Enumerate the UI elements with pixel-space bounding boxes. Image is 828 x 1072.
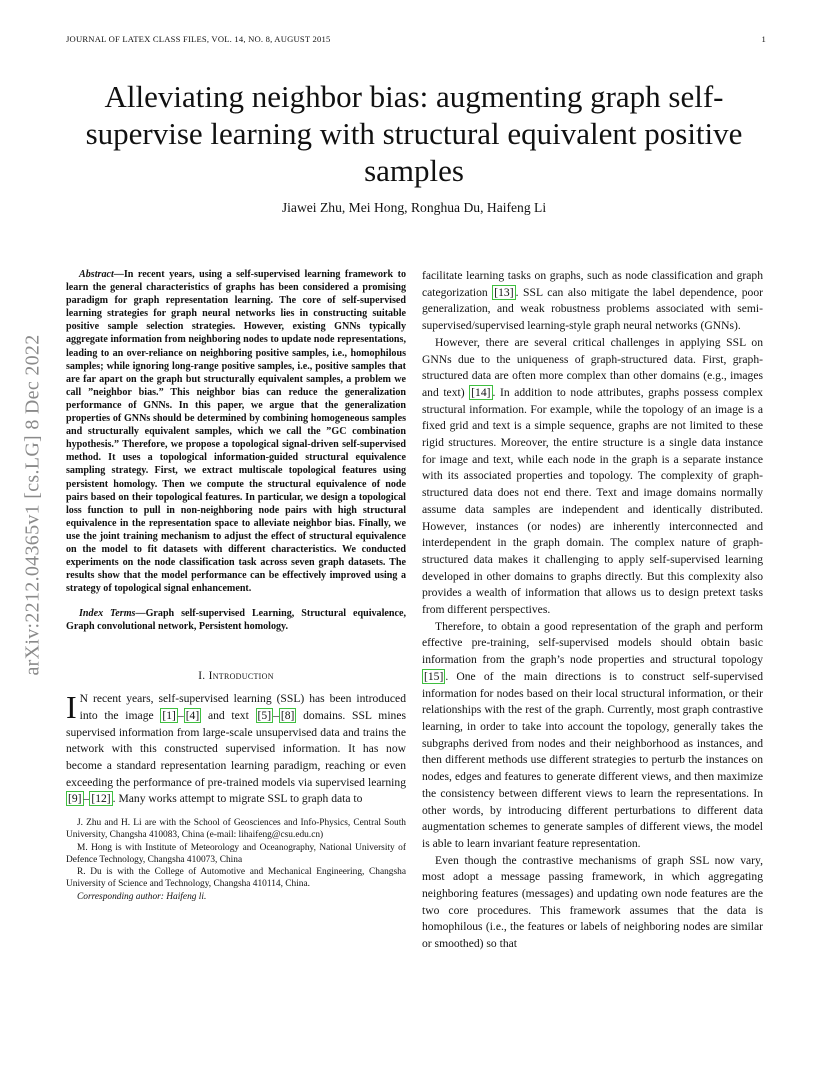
arxiv-stamp [22,290,44,720]
body-text: facilitate learning tasks on graphs, such as node classification and graph categorization [422,269,763,299]
drop-cap: I [66,689,77,726]
range-dash: – [177,708,184,722]
range-dash: – [83,792,90,806]
range-dash: – [273,708,279,722]
citation-link[interactable]: [8] [280,708,295,722]
index-terms [66,607,406,633]
citation-link[interactable]: [1] [162,708,176,722]
right-column [422,268,763,953]
section-title: Introduction [208,669,274,682]
footnote-corresponding: Corresponding author: Haifeng li. [77,891,207,902]
citation-link[interactable]: [12] [91,792,111,806]
citation-link[interactable]: [13] [494,285,514,299]
intro-text: N recent years, self-supervised learning (SSL) has been introduced into the image [79,692,406,722]
author-list: Jiawei Zhu, Mei Hong, Ronghua Du, Haifeng Li [281,200,547,215]
intro-text: and text [201,708,256,722]
body-paragraph [422,619,763,853]
intro-text: domains. SSL mines supervised information from large-scale unsupervised data and trains the network with this constructed supervised information. It has now become a standard representation learning paradigm, reaching or even exceeding the performance of pre-trained models via supervised learning [66,708,406,789]
body-paragraph [422,268,763,335]
arxiv-id: arXiv:2212.04365v1 [cs.LG] 8 Dec 2022 [21,334,44,676]
left-column [66,268,406,905]
footnote-affiliation: J. Zhu and H. Li are with the School of Geosciences and Info-Physics, Central South University, Changsha 410083, China (e-mail: lihaifeng@csu.edu.cn) [66,818,406,840]
citation-link[interactable]: [5] [257,708,272,722]
index-terms-text: —Graph self-supervised Learning, Structural equivalence, Graph convolutional network, Persistent homology. [66,608,406,633]
citation-link[interactable]: [9] [68,792,82,806]
body-text: . In addition to node attributes, graphs possess complex structural information. For example, while the topology of an image is a fixed grid and text is a simple sequence, graphs are not limited to these rigid structures. Moreover, the entire structure is a single data instance for image and text, while each node in the graph is a separate instance with its associated properties and topology. The complexity of graph-structured data does not end there. Text and image domains normally assume data samples are independent and identically distributed. However, instances (or nodes) are inherently interconnected and interdependent in the graph domain. The complex nature of graph-structured data makes it challenging to apply self-supervised learning developed in other domains to graphs directly. But this complexity also provides a wealth of information that allows us to design pretext tasks from different perspectives. [422,385,763,617]
intro-text: . Many works attempt to migrate SSL to graph data to [112,792,363,806]
page-number: 1 [761,34,766,44]
abstract-label: Abstract [79,269,114,280]
section-heading [66,668,406,685]
paper-title: Alleviating neighbor bias: augmenting graph self-supervise learning with structural equivalent positive samples [85,79,743,188]
body-text: . SSL can also mitigate the label dependence, poor generalization, and weak robustness problems associated with semi-supervised/supervised learning-style graph neural networks (GNNs). [422,285,763,333]
footnotes [66,818,406,904]
body-text: Therefore, to obtain a good representation of the graph and perform effective pre-training, self-supervised models should obtain basic information from the graph’s node properties and structural topology [422,619,763,667]
citation-link[interactable]: [14] [471,385,491,399]
running-title: JOURNAL OF LATEX CLASS FILES, VOL. 14, NO. 8, AUGUST 2015 [66,34,331,44]
running-header [66,34,766,44]
citation-link[interactable]: [15] [424,669,444,683]
footnote-affiliation: R. Du is with the College of Automotive and Mechanical Engineering, Changsha University of Science and Technology, Changsha 410114, China. [66,867,406,890]
body-paragraph [422,335,763,619]
abstract [66,268,406,595]
section-number: I. [198,669,206,682]
footnote-affiliation: M. Hong is with Institute of Meteorology and Oceanography, National University of Defence Technology, Changsha 410073, China [66,842,406,865]
intro-paragraph [66,691,406,808]
index-terms-label: Index Terms [79,608,136,620]
body-text: However, there are several critical challenges in applying SSL on GNNs due to the uniqueness of graph-structured data. First, graph-structured data are often more complex than other domains (e.g., images and text) [422,335,763,399]
citation-link[interactable]: [4] [185,708,200,722]
body-paragraph: Even though the contrastive mechanisms of graph SSL now vary, most adopt a message passing framework, in which aggregating neighboring features (messages) and updating own node features are the two core procedures. This framework assumes that the data is homophilous (i.e., the features or labels of neighboring nodes are similar or smoothed) so that [422,853,763,951]
abstract-text: —In recent years, using a self-supervised learning framework to learn the general characteristics of graphs has been considered a promising paradigm for graph representation learning. The core of self-supervised learning strategies for graph neural networks lies in constructing suitable positive sample selection strategies. However, existing GNNs typically aggregate information from neighboring nodes to update node representations, leading to an over-reliance on neighboring positive samples, i.e., homophilous samples; while ignoring long-range positive samples, i.e., positive samples that are far apart on the graph but structurally equivalent samples, a problem we call ”neighbor bias.” This neighbor bias can reduce the generalization performance of GNNs. In this paper, we argue that the generalization properties of GNNs should be determined by combining homogeneous samples and structurally equivalent samples, which we call the ”GC combination hypothesis.” Therefore, we propose a topological signal-driven self-supervised method. It uses a topological information-guided structural equivalence sampling strategy. First, we extract multiscale topological features using persistent homology. Then we compute the structural equivalence of node pairs based on their topological features. In particular, we design a topological loss function to pull in non-neighboring node pairs with high structural equivalence in the representation space to alleviate neighbor bias. Finally, we use the joint training mechanism to adjust the effect of structural equivalence on the model to fit datasets with different characteristics. We conducted experiments on the node classification task across seven graph datasets. The results show that the model performance can be effectively improved using a strategy of topological signal enhancement. [66,269,406,595]
body-text: . One of the main directions is to construct self-supervised information for nodes based on their local structural information, or their relationships with the rest of the graph. Currently, most graph contrastive learning, in order to take into account the topology, generally takes the subgraphs derived from nodes and their neighborhood as instances, and then different methods use different strategies to perturb the instances on nodes, edges and features to generate different views, and then maximize the consistency between different views to learn the representations. In other words, by introducing different perturbations to different data augmentation schemes to generate samples of different views, the model is able to learn invariant feature representation. [422,669,763,850]
